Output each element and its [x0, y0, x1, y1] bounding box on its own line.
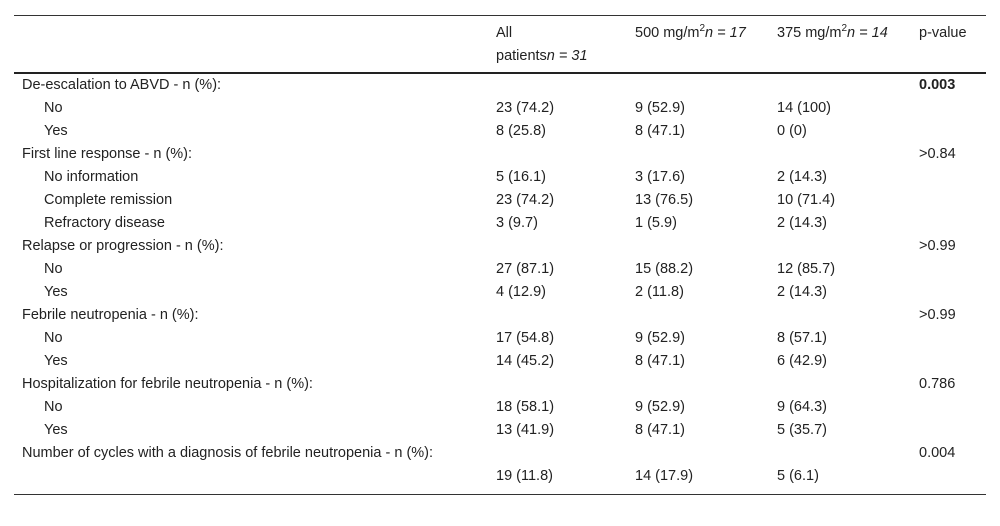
cell-375: 14 (100): [777, 100, 832, 116]
row-label: No: [44, 399, 63, 415]
cell-375: [769, 73, 911, 97]
cell-pvalue: [911, 212, 986, 235]
table-row: [14, 143, 986, 166]
cell-pvalue: [911, 166, 986, 189]
cell-500: 15 (88.2): [635, 261, 694, 277]
cell-all: 23 (74.2): [496, 100, 555, 116]
cell-375: [769, 235, 911, 258]
table-row: [14, 373, 986, 396]
cell-500: [627, 143, 769, 166]
cell-pvalue: [911, 327, 986, 350]
table-row: [14, 419, 986, 442]
cell-500: [627, 73, 769, 97]
cell-375: 0 (0): [777, 123, 807, 139]
cell-375: 10 (71.4): [777, 192, 836, 208]
header-500: [627, 16, 769, 74]
cell-500: 3 (17.6): [635, 169, 685, 185]
cell-375: 8 (57.1): [777, 330, 827, 346]
results-table: [14, 15, 986, 495]
cell-375: [769, 143, 911, 166]
table-row: [14, 350, 986, 373]
row-label: Yes: [44, 353, 68, 369]
table-row: [14, 396, 986, 419]
cell-pvalue: [911, 258, 986, 281]
cell-pvalue: [911, 350, 986, 373]
table-row: [14, 73, 986, 97]
cell-pvalue: [911, 419, 986, 442]
header-500-sup: 2: [699, 23, 706, 35]
cell-375: [769, 442, 911, 465]
table-row: [14, 120, 986, 143]
row-label: Refractory disease: [44, 215, 165, 231]
table-row: [14, 465, 986, 495]
cell-pvalue: 0.004: [919, 445, 956, 461]
cell-500: 2 (11.8): [635, 284, 684, 300]
cell-375: 2 (14.3): [777, 169, 827, 185]
row-label: De-escalation to ABVD - n (%):: [22, 77, 222, 93]
cell-375: 5 (35.7): [777, 422, 827, 438]
cell-375: 6 (42.9): [777, 353, 827, 369]
cell-500: 1 (5.9): [635, 215, 677, 231]
table-row: [14, 258, 986, 281]
row-label: Hospitalization for febrile neutropenia - n (%):: [22, 376, 313, 392]
cell-all: 5 (16.1): [496, 169, 546, 185]
cell-pvalue: [911, 97, 986, 120]
cell-375: 2 (14.3): [777, 284, 827, 300]
table-body: [14, 73, 986, 495]
cell-375: 12 (85.7): [777, 261, 836, 277]
row-label: Febrile neutropenia - n (%):: [22, 307, 199, 323]
row-label: [14, 465, 488, 495]
cell-all: [488, 304, 627, 327]
cell-500: 9 (52.9): [635, 330, 685, 346]
cell-375: [769, 373, 911, 396]
cell-all: 4 (12.9): [496, 284, 546, 300]
header-pvalue: p-value: [911, 16, 986, 74]
header-375: [769, 16, 911, 74]
cell-all: [488, 235, 627, 258]
header-all-line1: All: [496, 25, 513, 41]
cell-pvalue: >0.99: [919, 307, 956, 323]
table-row: [14, 166, 986, 189]
header-500-n: n = 17: [705, 25, 746, 41]
row-label: No: [44, 330, 63, 346]
header-all-n: n = 31: [546, 48, 588, 64]
header-label: [14, 16, 488, 74]
header-375-sup: 2: [841, 23, 848, 35]
cell-pvalue: [911, 465, 986, 495]
header-375-n: n = 14: [847, 25, 888, 41]
table-row: [14, 189, 986, 212]
cell-500: 9 (52.9): [635, 100, 685, 116]
row-label: Yes: [44, 123, 68, 139]
row-label: Yes: [44, 422, 68, 438]
table-row: [14, 212, 986, 235]
header-375-text: 375 mg/m: [777, 25, 842, 41]
cell-all: 23 (74.2): [496, 192, 555, 208]
cell-375: 5 (6.1): [769, 465, 911, 495]
header-500-text: 500 mg/m: [635, 25, 700, 41]
row-label: Relapse or progression - n (%):: [22, 238, 224, 254]
cell-pvalue: >0.99: [919, 238, 956, 254]
row-label: Complete remission: [44, 192, 173, 208]
cell-375: [769, 304, 911, 327]
cell-500: 8 (47.1): [635, 353, 685, 369]
table-row: [14, 281, 986, 304]
cell-500: 13 (76.5): [635, 192, 694, 208]
row-label: First line response - n (%):: [22, 146, 193, 162]
cell-500: 8 (47.1): [635, 123, 685, 139]
cell-all: 19 (11.8): [488, 465, 627, 495]
cell-pvalue: [911, 396, 986, 419]
cell-all: [488, 373, 627, 396]
row-label: No: [44, 100, 63, 116]
header-all-line2: patients: [496, 48, 547, 64]
header-all-patients: [488, 16, 627, 74]
table-row: [14, 304, 986, 327]
cell-pvalue: [911, 189, 986, 212]
cell-all: 14 (45.2): [496, 353, 555, 369]
row-label: No information: [44, 169, 139, 185]
cell-pvalue: [911, 120, 986, 143]
cell-500: 8 (47.1): [635, 422, 685, 438]
cell-500: [627, 442, 769, 465]
cell-pvalue: 0.003: [919, 77, 956, 93]
cell-500: [627, 304, 769, 327]
cell-all: 27 (87.1): [496, 261, 555, 277]
table-row: [14, 97, 986, 120]
cell-500: [627, 235, 769, 258]
table-row: [14, 442, 986, 465]
header-row: [14, 16, 986, 74]
cell-all: 8 (25.8): [496, 123, 546, 139]
cell-all: 3 (9.7): [496, 215, 538, 231]
cell-all: 17 (54.8): [496, 330, 555, 346]
cell-500: 9 (52.9): [635, 399, 685, 415]
table-row: [14, 235, 986, 258]
cell-pvalue: 0.786: [919, 376, 956, 392]
cell-all: 18 (58.1): [496, 399, 555, 415]
cell-pvalue: >0.84: [919, 146, 956, 162]
cell-all: 13 (41.9): [496, 422, 555, 438]
cell-500: 14 (17.9): [627, 465, 769, 495]
cell-500: [627, 373, 769, 396]
row-label: Number of cycles with a diagnosis of febrile neutropenia - n (%):: [22, 445, 434, 461]
cell-375: 9 (64.3): [777, 399, 827, 415]
table-row: [14, 327, 986, 350]
cell-all: [488, 143, 627, 166]
cell-375: 2 (14.3): [777, 215, 827, 231]
cell-all: [488, 442, 627, 465]
row-label: Yes: [44, 284, 68, 300]
table-header: [14, 16, 986, 74]
cell-all: [488, 73, 627, 97]
row-label: No: [44, 261, 63, 277]
cell-pvalue: [911, 281, 986, 304]
